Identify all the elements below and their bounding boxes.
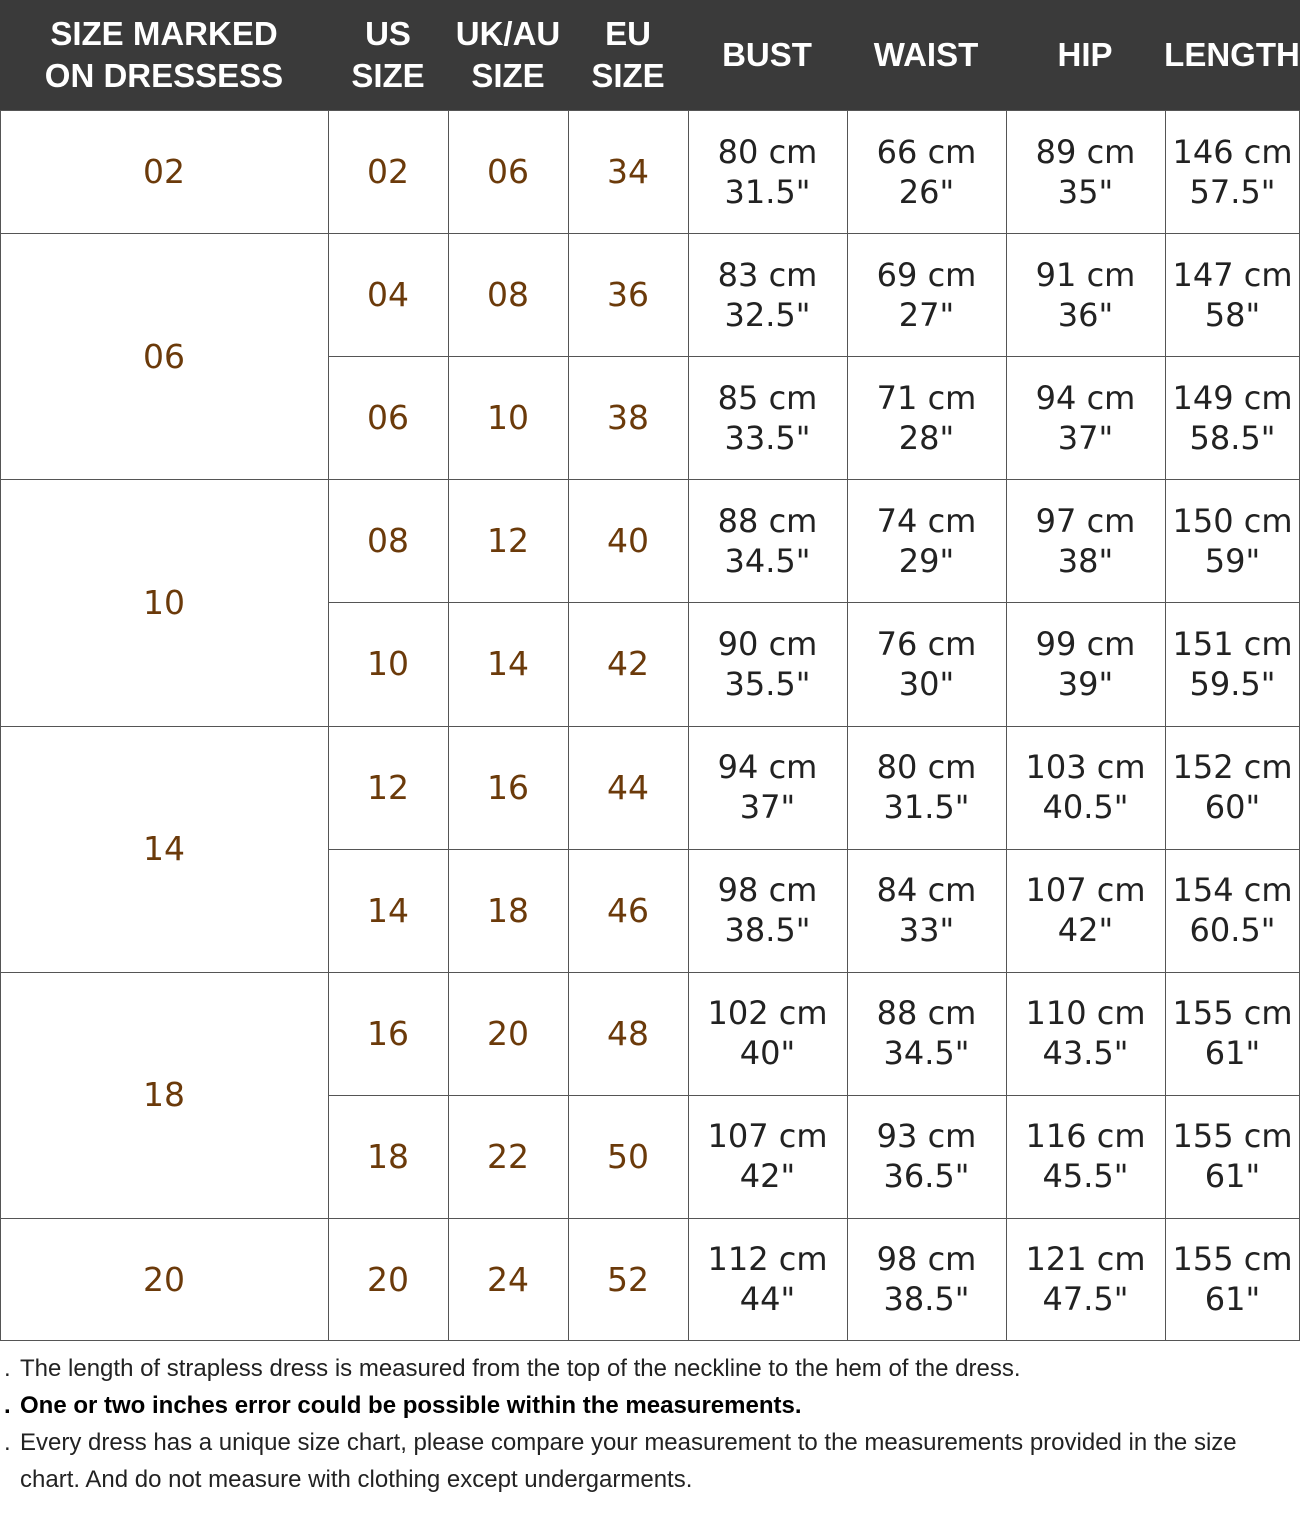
marked-size-cell: 18 bbox=[143, 1075, 185, 1115]
hip-cell bbox=[1006, 849, 1165, 972]
waist-cell bbox=[847, 233, 1006, 356]
waist-cm-value: 66 cm bbox=[876, 132, 977, 171]
bust-cm-value: 90 cm bbox=[717, 624, 818, 663]
length-inch-value: 61" bbox=[1204, 1157, 1261, 1196]
header-size-marked: SIZE MARKED ON DRESSESS bbox=[44, 15, 284, 94]
waist-cm-value: 80 cm bbox=[876, 748, 977, 787]
uk-au-size-cell: 22 bbox=[487, 1136, 529, 1176]
bust-inch-value: 32.5" bbox=[724, 295, 811, 334]
uk-au-size-cell: 08 bbox=[487, 275, 529, 315]
eu-size-cell: 34 bbox=[607, 152, 649, 192]
hip-cell bbox=[1006, 479, 1165, 602]
bust-inch-value: 33.5" bbox=[724, 418, 811, 457]
bust-cm-value: 94 cm bbox=[717, 748, 818, 787]
us-size-cell: 02 bbox=[367, 152, 409, 192]
length-inch-value: 59" bbox=[1204, 541, 1261, 580]
hip-inch-value: 39" bbox=[1057, 664, 1114, 703]
eu-size-cell: 44 bbox=[607, 767, 649, 807]
us-size-cell: 06 bbox=[367, 398, 409, 438]
waist-cm-value: 84 cm bbox=[876, 871, 977, 910]
length-cm-value: 151 cm bbox=[1172, 624, 1293, 663]
header-length: LENGTH bbox=[1164, 36, 1300, 73]
length-inch-value: 61" bbox=[1204, 1280, 1261, 1319]
uk-au-size-cell: 18 bbox=[487, 890, 529, 930]
bust-cm-value: 98 cm bbox=[717, 871, 818, 910]
eu-size-cell: 50 bbox=[607, 1136, 649, 1176]
waist-cell bbox=[847, 356, 1006, 479]
length-cm-value: 146 cm bbox=[1172, 132, 1293, 171]
waist-inch-value: 38.5" bbox=[883, 1280, 970, 1319]
us-size-cell: 14 bbox=[367, 890, 409, 930]
marked-size-cell: 10 bbox=[143, 582, 185, 622]
bust-inch-value: 34.5" bbox=[724, 541, 811, 580]
waist-cm-value: 71 cm bbox=[876, 378, 977, 417]
length-inch-value: 60.5" bbox=[1189, 911, 1276, 950]
bust-cm-value: 85 cm bbox=[717, 378, 818, 417]
bust-cell bbox=[688, 233, 847, 356]
length-inch-value: 60" bbox=[1204, 788, 1261, 827]
marked-size-cell: 02 bbox=[143, 152, 185, 192]
us-size-cell: 18 bbox=[367, 1136, 409, 1176]
note-text: Every dress has a unique size chart, please compare your measurement to the measurements provided in the size chart. And do not measure with clothing except undergarments. bbox=[20, 1429, 1237, 1493]
waist-inch-value: 31.5" bbox=[883, 788, 970, 827]
waist-cell bbox=[847, 1095, 1006, 1218]
waist-cell bbox=[847, 110, 1006, 233]
bust-inch-value: 31.5" bbox=[724, 172, 811, 211]
eu-size-cell: 36 bbox=[607, 275, 649, 315]
hip-cell bbox=[1006, 110, 1165, 233]
length-cell bbox=[1165, 1218, 1300, 1341]
waist-inch-value: 29" bbox=[898, 541, 955, 580]
us-size-cell: 12 bbox=[367, 767, 409, 807]
waist-cell bbox=[847, 972, 1006, 1095]
bust-cell bbox=[688, 1095, 847, 1218]
bust-cm-value: 107 cm bbox=[707, 1117, 828, 1156]
bust-inch-value: 44" bbox=[739, 1280, 796, 1319]
length-cell bbox=[1165, 849, 1300, 972]
length-cm-value: 150 cm bbox=[1172, 501, 1293, 540]
hip-cm-value: 91 cm bbox=[1035, 255, 1136, 294]
header-hip: HIP bbox=[1057, 36, 1113, 73]
waist-cm-value: 88 cm bbox=[876, 994, 977, 1033]
eu-size-cell: 48 bbox=[607, 1013, 649, 1053]
hip-cell bbox=[1006, 726, 1165, 849]
waist-cell bbox=[847, 602, 1006, 725]
bust-cell bbox=[688, 972, 847, 1095]
bust-inch-value: 35.5" bbox=[724, 664, 811, 703]
length-inch-value: 58" bbox=[1204, 295, 1261, 334]
hip-inch-value: 37" bbox=[1057, 418, 1114, 457]
header-us-size: US SIZE bbox=[351, 15, 425, 94]
hip-cm-value: 97 cm bbox=[1035, 501, 1136, 540]
hip-cm-value: 107 cm bbox=[1025, 871, 1146, 910]
bust-cell bbox=[688, 356, 847, 479]
us-size-cell: 20 bbox=[367, 1259, 409, 1299]
waist-inch-value: 36.5" bbox=[883, 1157, 970, 1196]
bullet: . bbox=[4, 1429, 11, 1456]
length-cell bbox=[1165, 726, 1300, 849]
waist-inch-value: 26" bbox=[898, 172, 955, 211]
hip-inch-value: 42" bbox=[1057, 911, 1114, 950]
waist-cell bbox=[847, 1218, 1006, 1341]
waist-cell bbox=[847, 849, 1006, 972]
waist-cm-value: 98 cm bbox=[876, 1240, 977, 1279]
length-cm-value: 154 cm bbox=[1172, 871, 1293, 910]
length-cm-value: 155 cm bbox=[1172, 1117, 1293, 1156]
bust-cm-value: 102 cm bbox=[707, 994, 828, 1033]
length-cm-value: 155 cm bbox=[1172, 994, 1293, 1033]
marked-size-cell: 20 bbox=[143, 1259, 185, 1299]
marked-size-cell: 14 bbox=[143, 829, 185, 869]
header-bust: BUST bbox=[722, 36, 812, 73]
length-cell bbox=[1165, 110, 1300, 233]
eu-size-cell: 46 bbox=[607, 890, 649, 930]
length-cm-value: 149 cm bbox=[1172, 378, 1293, 417]
eu-size-cell: 40 bbox=[607, 521, 649, 561]
uk-au-size-cell: 24 bbox=[487, 1259, 529, 1299]
us-size-cell: 16 bbox=[367, 1013, 409, 1053]
bust-cell bbox=[688, 110, 847, 233]
note-text: The length of strapless dress is measured from the top of the neckline to the hem of the dress. bbox=[20, 1355, 1021, 1382]
waist-inch-value: 33" bbox=[898, 911, 955, 950]
hip-cell bbox=[1006, 233, 1165, 356]
hip-inch-value: 47.5" bbox=[1042, 1280, 1129, 1319]
hip-cell bbox=[1006, 602, 1165, 725]
bust-cell bbox=[688, 849, 847, 972]
waist-inch-value: 28" bbox=[898, 418, 955, 457]
marked-size-cell: 06 bbox=[143, 336, 185, 376]
uk-au-size-cell: 14 bbox=[487, 644, 529, 684]
us-size-cell: 04 bbox=[367, 275, 409, 315]
bullet: . bbox=[4, 1392, 11, 1419]
length-cm-value: 147 cm bbox=[1172, 255, 1293, 294]
length-cell bbox=[1165, 1095, 1300, 1218]
uk-au-size-cell: 06 bbox=[487, 152, 529, 192]
note-strapless-length bbox=[0, 1350, 1300, 1387]
waist-cm-value: 74 cm bbox=[876, 501, 977, 540]
hip-cm-value: 103 cm bbox=[1025, 748, 1146, 787]
hip-cm-value: 89 cm bbox=[1035, 132, 1136, 171]
eu-size-cell: 38 bbox=[607, 398, 649, 438]
eu-size-cell: 52 bbox=[607, 1259, 649, 1299]
uk-au-size-cell: 16 bbox=[487, 767, 529, 807]
hip-cm-value: 99 cm bbox=[1035, 624, 1136, 663]
hip-inch-value: 35" bbox=[1057, 172, 1114, 211]
bust-inch-value: 38.5" bbox=[724, 911, 811, 950]
length-cell bbox=[1165, 356, 1300, 479]
bust-cell bbox=[688, 726, 847, 849]
hip-cell bbox=[1006, 972, 1165, 1095]
note-unique-chart bbox=[0, 1424, 1300, 1498]
bust-inch-value: 42" bbox=[739, 1157, 796, 1196]
waist-cell bbox=[847, 479, 1006, 602]
bust-cm-value: 112 cm bbox=[707, 1240, 828, 1279]
waist-cm-value: 93 cm bbox=[876, 1117, 977, 1156]
length-cell bbox=[1165, 602, 1300, 725]
notes-section bbox=[0, 1350, 1300, 1498]
eu-size-cell: 42 bbox=[607, 644, 649, 684]
bullet: . bbox=[4, 1355, 11, 1382]
hip-inch-value: 45.5" bbox=[1042, 1157, 1129, 1196]
length-cell bbox=[1165, 972, 1300, 1095]
length-cm-value: 152 cm bbox=[1172, 748, 1293, 787]
header-waist: WAIST bbox=[873, 36, 979, 73]
note-text: One or two inches error could be possible within the measurements. bbox=[20, 1392, 802, 1419]
uk-au-size-cell: 20 bbox=[487, 1013, 529, 1053]
length-cell bbox=[1165, 479, 1300, 602]
hip-cell bbox=[1006, 356, 1165, 479]
bust-cell bbox=[688, 602, 847, 725]
length-cell bbox=[1165, 233, 1300, 356]
hip-cm-value: 121 cm bbox=[1025, 1240, 1146, 1279]
note-error-margin bbox=[0, 1387, 1300, 1424]
length-inch-value: 59.5" bbox=[1189, 664, 1276, 703]
header-uk-au-size: UK/AU SIZE bbox=[455, 15, 561, 94]
hip-cm-value: 94 cm bbox=[1035, 378, 1136, 417]
uk-au-size-cell: 10 bbox=[487, 398, 529, 438]
waist-inch-value: 34.5" bbox=[883, 1034, 970, 1073]
uk-au-size-cell: 12 bbox=[487, 521, 529, 561]
hip-inch-value: 36" bbox=[1057, 295, 1114, 334]
hip-inch-value: 38" bbox=[1057, 541, 1114, 580]
hip-cell bbox=[1006, 1095, 1165, 1218]
bust-cm-value: 83 cm bbox=[717, 255, 818, 294]
bust-cell bbox=[688, 1218, 847, 1341]
hip-cm-value: 110 cm bbox=[1025, 994, 1146, 1033]
hip-cell bbox=[1006, 1218, 1165, 1341]
hip-inch-value: 43.5" bbox=[1042, 1034, 1129, 1073]
us-size-cell: 10 bbox=[367, 644, 409, 684]
waist-inch-value: 30" bbox=[898, 664, 955, 703]
length-inch-value: 57.5" bbox=[1189, 172, 1276, 211]
bust-inch-value: 40" bbox=[739, 1034, 796, 1073]
bust-inch-value: 37" bbox=[739, 788, 796, 827]
length-cm-value: 155 cm bbox=[1172, 1240, 1293, 1279]
header-eu-size: EU SIZE bbox=[591, 15, 665, 94]
length-inch-value: 61" bbox=[1204, 1034, 1261, 1073]
waist-inch-value: 27" bbox=[898, 295, 955, 334]
bust-cell bbox=[688, 479, 847, 602]
us-size-cell: 08 bbox=[367, 521, 409, 561]
hip-cm-value: 116 cm bbox=[1025, 1117, 1146, 1156]
waist-cm-value: 76 cm bbox=[876, 624, 977, 663]
bust-cm-value: 88 cm bbox=[717, 501, 818, 540]
bust-cm-value: 80 cm bbox=[717, 132, 818, 171]
waist-cm-value: 69 cm bbox=[876, 255, 977, 294]
length-inch-value: 58.5" bbox=[1189, 418, 1276, 457]
hip-inch-value: 40.5" bbox=[1042, 788, 1129, 827]
waist-cell bbox=[847, 726, 1006, 849]
